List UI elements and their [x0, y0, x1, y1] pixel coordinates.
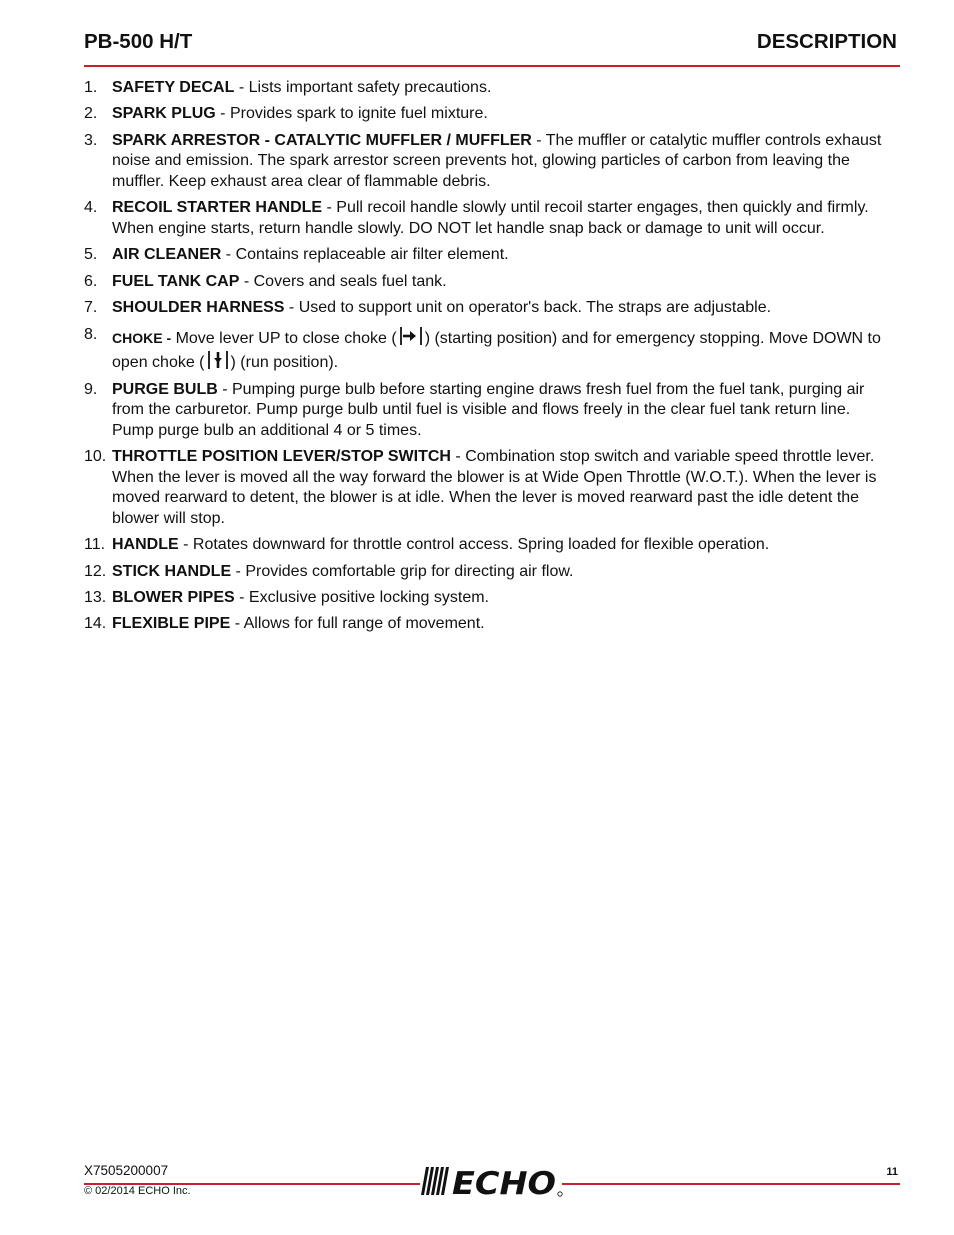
item-term: STICK HANDLE — [112, 562, 232, 580]
item-body — [112, 562, 896, 583]
echo-logo — [420, 1165, 565, 1204]
item-text: - Combination stop switch and variable speed throttle lever. When the lever is moved all the way forward the blower is at Wide Open Throttle (W.O.T.). When the lever is moved rearward to detent, the blower is at idle. When the lever is moved rearward past the idle detent the blower will stop. — [112, 448, 877, 527]
item-number: 6. — [84, 272, 98, 290]
item-text: - Provides comfortable grip for directing air flow. — [231, 562, 574, 580]
item-text: ) (run position). — [230, 354, 339, 372]
page-header — [84, 30, 900, 64]
choke-open-icon — [206, 349, 230, 371]
item-text: - The muffler or catalytic muffler controls exhaust noise and emission. The spark arrestor screen prevents hot, glowing particles of carbon from leaving the muffler. Keep exhaust area clear of flammable debris. — [112, 131, 882, 190]
item-text: - Used to support unit on operator's back. The straps are adjustable. — [284, 299, 772, 317]
list-item — [84, 562, 896, 583]
item-term: CHOKE - — [112, 329, 172, 346]
list-item — [84, 298, 896, 319]
item-term: SPARK ARRESTOR - CATALYTIC MUFFLER / MUFFLER — [112, 131, 532, 149]
item-number: 3. — [84, 131, 98, 149]
item-body — [112, 245, 896, 266]
header-rule — [84, 65, 900, 67]
list-item — [84, 198, 896, 239]
item-term: AIR CLEANER — [112, 246, 222, 264]
item-body — [112, 588, 896, 609]
item-number: 11. — [84, 536, 106, 554]
list-item — [84, 447, 896, 529]
item-text: - Pumping purge bulb before starting engine draws fresh fuel from the fuel tank, purging air from the carburetor. Pump purge bulb until fuel is visible and flows freely in the clear fuel tank return line. Pump purge bulb an additional 4 or 5 times. — [112, 380, 865, 439]
item-body — [112, 272, 896, 293]
item-term: FUEL TANK CAP — [112, 272, 240, 290]
item-body — [112, 298, 896, 319]
echo-logo-icon — [420, 1165, 565, 1199]
item-number: 4. — [84, 199, 98, 217]
item-body — [112, 198, 896, 239]
item-term: SHOULDER HARNESS — [112, 299, 285, 317]
list-item — [84, 78, 896, 99]
item-text: - Covers and seals fuel tank. — [239, 272, 447, 290]
item-number: 5. — [84, 246, 98, 264]
item-text: ) (starting position) and for emergency stopping. Move DOWN to open choke ( — [112, 329, 881, 372]
description-list — [84, 78, 896, 641]
item-term: FLEXIBLE PIPE — [112, 615, 231, 633]
list-item — [84, 325, 896, 374]
item-number: 9. — [84, 380, 98, 398]
item-term: HANDLE — [112, 536, 179, 554]
copyright-notice: © 02/2014 ECHO Inc. — [84, 1185, 191, 1197]
item-number: 14. — [84, 615, 107, 633]
item-number: 7. — [84, 299, 98, 317]
item-text: - Contains replaceable air filter element. — [221, 246, 509, 264]
item-body — [112, 104, 896, 125]
item-text: - Provides spark to ignite fuel mixture. — [215, 105, 488, 123]
item-number: 10. — [84, 448, 107, 466]
item-body — [112, 535, 896, 556]
list-item — [84, 588, 896, 609]
item-text: - Rotates downward for throttle control access. Spring loaded for flexible operation. — [178, 536, 770, 554]
item-number: 8. — [84, 325, 98, 343]
section-title: DESCRIPTION — [756, 30, 897, 53]
item-body — [112, 447, 896, 529]
list-item — [84, 380, 896, 442]
item-term: RECOIL STARTER HANDLE — [112, 199, 323, 217]
item-body — [112, 325, 896, 374]
item-number: 12. — [84, 562, 107, 580]
item-body — [112, 78, 896, 99]
list-item — [84, 614, 896, 635]
footer-rule-right — [562, 1183, 900, 1185]
item-term: SPARK PLUG — [112, 105, 216, 123]
item-term: THROTTLE POSITION LEVER/STOP SWITCH — [112, 448, 451, 466]
list-item — [84, 535, 896, 556]
item-term: PURGE BULB — [112, 380, 218, 398]
item-number: 2. — [84, 105, 98, 123]
page-number: 11 — [886, 1166, 898, 1178]
list-item — [84, 131, 896, 193]
item-text: Move lever UP to close choke ( — [171, 329, 397, 347]
item-body — [112, 614, 896, 635]
svg-text:ECHO: ECHO — [452, 1166, 556, 1199]
item-text: - Lists important safety precautions. — [234, 79, 492, 96]
list-item — [84, 104, 896, 125]
list-item — [84, 272, 896, 293]
item-text: - Exclusive positive locking system. — [234, 589, 489, 607]
choke-closed-icon — [398, 325, 424, 347]
item-number: 1. — [84, 79, 98, 96]
item-body — [112, 380, 896, 442]
list-item — [84, 245, 896, 266]
model-title: PB-500 H/T — [84, 30, 193, 53]
document-number: X7505200007 — [84, 1163, 169, 1178]
item-text: - Pull recoil handle slowly until recoil starter engages, then quickly and firmly. When engine starts, return handle slowly. DO NOT let handle snap back or damage to unit will occur. — [112, 199, 869, 237]
item-text: - Allows for full range of movement. — [230, 615, 485, 633]
item-term: SAFETY DECAL — [112, 79, 235, 96]
item-number: 13. — [84, 589, 107, 607]
item-body — [112, 131, 896, 193]
item-term: BLOWER PIPES — [112, 589, 235, 607]
